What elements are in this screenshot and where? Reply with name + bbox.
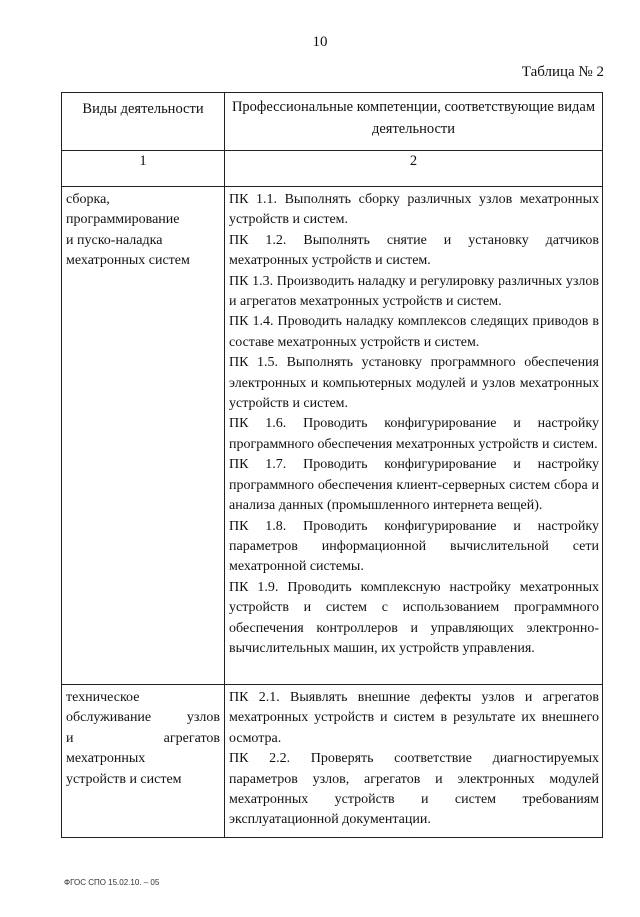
column-number-1: 1 [62, 151, 225, 187]
activity-line: устройств и систем [66, 771, 182, 787]
column-number-2: 2 [225, 151, 603, 187]
competency-item: ПК 1.3. Производить наладку и регулировку различных узлов и агрегатов мехатронных устройств и систем. [229, 273, 599, 310]
table-caption: Таблица № 2 [521, 64, 604, 80]
activity-cell [62, 187, 225, 685]
page-number: 10 [312, 34, 328, 50]
competencies-cell [225, 685, 603, 838]
competency-item: ПК 1.9. Проводить комплексную настройку мехатронных устройств и систем с использованием программного обеспечения контроллеров и управляющих электронно-вычислительных машин, их устройств управления. [229, 579, 599, 656]
activity-cell [62, 685, 225, 838]
competency-item: ПК 2.1. Выявлять внешние дефекты узлов и агрегатов мехатронных устройств и систем в результате их внешнего осмотра. [229, 690, 599, 746]
column-number-row [62, 151, 603, 187]
activity-line: мехатронных систем [66, 253, 190, 269]
competency-item: ПК 2.2. Проверять соответствие диагностируемых параметров узлов, агрегатов и электронных модулей мехатронных устройств и систем требованиям эксплуатационной документации. [229, 751, 599, 828]
competency-item: ПК 1.1. Выполнять сборку различных узлов мехатронных устройств и систем. [229, 192, 599, 228]
competency-item: ПК 1.4. Проводить наладку комплексов следящих приводов в составе мехатронных устройств и систем. [229, 314, 599, 350]
table-row-maintenance [62, 685, 603, 838]
competency-item: ПК 1.6. Проводить конфигурирование и настройку программного обеспечения мехатронных устройств и систем. [229, 416, 599, 452]
activity-line: техническое [66, 690, 140, 705]
table-row-assembly [62, 187, 603, 685]
header-activity: Виды деятельности [62, 93, 225, 151]
competencies-cell [225, 187, 603, 685]
table-header-row [62, 93, 603, 151]
document-footer-code: ФГОС СПО 15.02.10. – 05 [64, 878, 160, 887]
header-competencies: Профессиональные компетенции, соответствующие видам деятельности [225, 93, 603, 151]
competency-item: ПК 1.7. Проводить конфигурирование и настройку программного обеспечения клиент-серверных систем сбора и анализа данных (промышленного интернета вещей). [229, 457, 599, 514]
activity-line: обслуживание узлов [66, 710, 220, 726]
activity-line: мехатронных [66, 751, 146, 767]
activity-line: и пуско-наладка [66, 232, 163, 248]
activity-line: и агрегатов [66, 730, 220, 746]
competency-item: ПК 1.2. Выполнять снятие и установку датчиков мехатронных устройств и систем. [229, 232, 599, 269]
competencies-table [61, 92, 603, 838]
activity-line: программирование [66, 212, 180, 228]
competency-item: ПК 1.8. Проводить конфигурирование и настройку параметров информационной вычислительной сети мехатронной системы. [229, 518, 599, 575]
activity-line: сборка, [66, 192, 110, 207]
competency-item: ПК 1.5. Выполнять установку программного обеспечения электронных и компьютерных модулей и узлов мехатронных устройств и систем. [229, 355, 599, 412]
